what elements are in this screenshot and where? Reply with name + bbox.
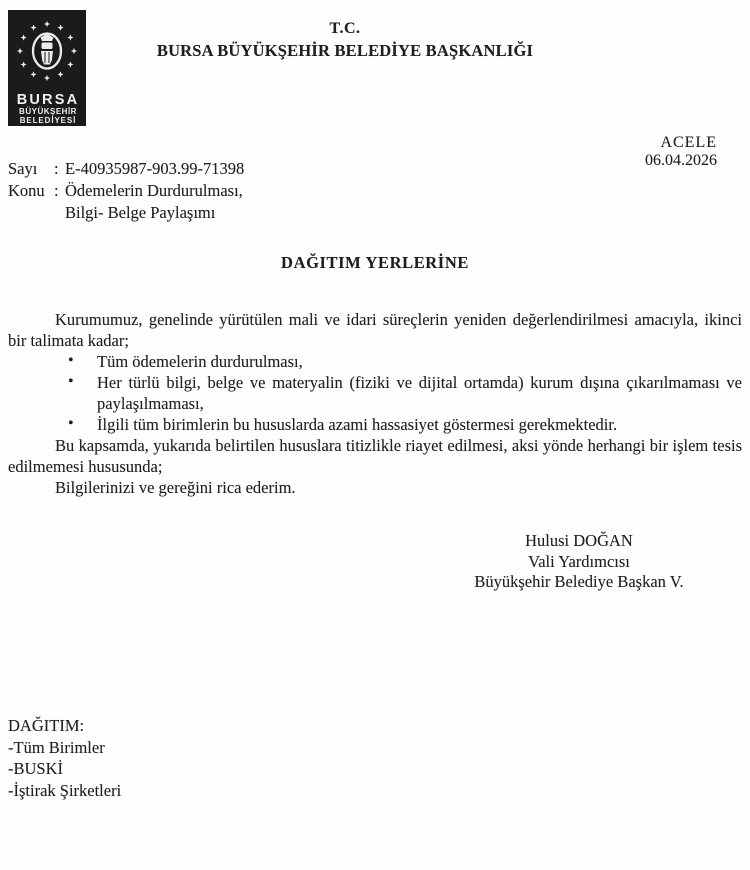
list-item: • Tüm ödemelerin durdurulması,	[8, 351, 742, 372]
republic-title: T.C.	[329, 20, 361, 37]
signatory-title: Vali Yardımcısı	[528, 551, 630, 571]
konu-row	[8, 180, 244, 202]
sayi-row	[8, 158, 244, 180]
sayi-label: Sayı	[8, 159, 38, 178]
urgency-date-block	[645, 134, 717, 169]
signature-block	[430, 531, 728, 593]
konu-label: Konu	[8, 181, 45, 200]
distribution-block	[8, 715, 121, 801]
list-item: • İlgili tüm birimlerin bu hususlarda azami hassasiyet göstermesi gerekmektedir.	[8, 414, 742, 435]
distribution-item: -Tüm Birimler	[8, 737, 105, 757]
authority-title: BURSA BÜYÜKŞEHİR BELEDİYE BAŞKANLIĞI	[156, 41, 534, 60]
reference-block	[8, 158, 244, 224]
directive-list	[8, 351, 742, 435]
logo-text-buyuksehir: BÜYÜKŞEHİR	[19, 107, 77, 116]
sayi-value: E-40935987-903.99-71398	[65, 159, 245, 178]
distribution-label: DAĞITIM:	[8, 716, 85, 735]
distribution-item: -BUSKİ	[8, 759, 64, 778]
recipient-heading: DAĞITIM YERLERİNE	[281, 253, 469, 272]
konu-value-line2: Bilgi- Belge Paylaşımı	[65, 203, 216, 222]
bursa-logo-graphic	[8, 10, 86, 126]
paragraph-compliance: Bu kapsamda, yukarıda belirtilen hususlara titizlikle riayet edilmesi, aksi yönde herhangi bir işlem tesis edilmemesi hususunda;	[8, 436, 742, 476]
list-item: • Her türlü bilgi, belge ve materyalin (fiziki ve dijital ortamda) kurum dışına çıkarılmaması ve paylaşılmaması,	[8, 372, 742, 414]
urgency-label: ACELE	[660, 134, 717, 151]
signatory-name: Hulusi DOĞAN	[525, 531, 633, 550]
document-date: 06.04.2026	[645, 151, 717, 169]
logo-text-bursa: BURSA	[16, 92, 80, 108]
letter-body	[8, 309, 742, 498]
logo-text-belediyesi: BELEDİYESİ	[19, 116, 77, 125]
distribution-item: -İştirak Şirketleri	[8, 780, 122, 800]
bursa-municipality-logo	[8, 10, 86, 126]
closing-line: Bilgilerinizi ve gereğini rica ederim.	[55, 478, 296, 497]
konu-separator: :	[54, 181, 59, 200]
paragraph-intro: Kurumumuz, genelinde yürütülen mali ve idari süreçlerin yeniden değerlendirilmesi amacıyla, ikinci bir talimata kadar;	[8, 310, 742, 350]
signatory-role: Büyükşehir Belediye Başkan V.	[474, 572, 684, 591]
sayi-separator: :	[54, 159, 59, 178]
konu-value-line1: Ödemelerin Durdurulması,	[65, 181, 243, 200]
letterhead	[110, 20, 580, 61]
konu-continuation-row	[8, 202, 244, 224]
